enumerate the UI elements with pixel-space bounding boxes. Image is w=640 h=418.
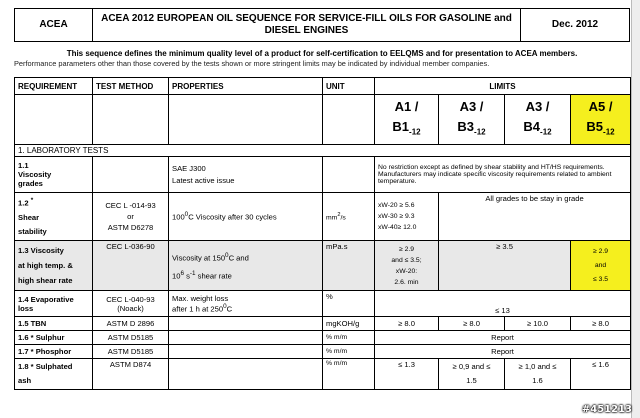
document-header (14, 8, 630, 42)
col-limits: LIMITS (375, 78, 631, 95)
row-hths-viscosity: 1.3 Viscosity at high temp. & high shear rate CEC L-036-90 Viscosity at $150^0C$ and $10^6$ $s^{-1}$ shear rate mPa.s ≥ 2.9 and ≤ 3.5; xW-20: 2.6. min ≥ 3.5 ≥ 2.9 and ≤ 3.5 (15, 241, 631, 291)
section-title: 1. LABORATORY TESTS (15, 145, 631, 157)
row-viscosity-grades: 1.1 Viscosity grades SAE J300 Latest active issue No restriction except as defined by shear stability and HT/HS requirements. Manufacturers may indicate specific viscosity requirements related to ambient temperature. (15, 157, 631, 193)
column-header-row (15, 78, 631, 95)
hths-a5-cell: ≥ 2.9 and ≤ 3.5 (571, 241, 631, 291)
spec-table (14, 77, 631, 390)
grade-row (15, 95, 631, 145)
intro-line-2: Performance parameters other than those covered by the tests shown or more stringent limits may be indicated by individual member companies. (14, 59, 490, 68)
row-sulphated-ash: 1.8 * Sulphated ash ASTM D874 % m/m ≤ 1.3 ≥ 0,9 and ≤ 1.5 ≥ 1,0 and ≤ 1.6 ≤ 1.6 (15, 359, 631, 390)
row-tbn: 1.5 TBN ASTM D 2896 mgKOH/g ≥ 8.0 ≥ 8.0 ≥ 10.0 ≥ 8.0 (15, 317, 631, 331)
col-unit: UNIT (323, 78, 375, 95)
page-edge (631, 0, 640, 418)
row-phosphor: 1.7 * Phosphor ASTM D5185 % m/m Report (15, 345, 631, 359)
grade-a1b1: A1 / $B1_{-12}$ (375, 95, 439, 145)
intro-text (14, 49, 630, 69)
intro-line-1: This sequence defines the minimum quality level of a product for self-certification to EELQMS and for presentation to ACEA members. (66, 49, 578, 58)
header-tag: ACEA (15, 9, 93, 41)
row-shear-stability: 1.2 * Shear stability CEC L -014-93 or ASTM D6278 $100^0C$ Viscosity after 30 cycles $mm^2/s$ xW-20 ≥ 5.6 xW-30 ≥ 9.3 xW-40≥ 12.0 All grades to be stay in grade (15, 193, 631, 241)
header-title: ACEA 2012 EUROPEAN OIL SEQUENCE FOR SERVICE-FILL OILS FOR GASOLINE and DIESEL ENGINES (93, 9, 521, 41)
header-date: Dec. 2012 (551, 19, 599, 30)
grade-a5b5: A5 / $B5_{-12}$ (571, 95, 631, 145)
watermark: #451213 (581, 404, 632, 415)
grade-a3b4: A3 / $B4_{-12}$ (505, 95, 571, 145)
section-row (15, 145, 631, 157)
grade-a3b3: A3 / $B3_{-12}$ (439, 95, 505, 145)
col-requirement: REQUIREMENT (15, 78, 93, 95)
row-evaporative-loss: 1.4 Evaporative loss CEC L-040-93 (Noack) Max. weight loss after 1 h at $250^0C$ % ≤ 13 (15, 291, 631, 317)
col-properties: PROPERTIES (169, 78, 323, 95)
row-sulphur: 1.6 * Sulphur ASTM D5185 % m/m Report (15, 331, 631, 345)
col-test-method: TEST METHOD (93, 78, 169, 95)
